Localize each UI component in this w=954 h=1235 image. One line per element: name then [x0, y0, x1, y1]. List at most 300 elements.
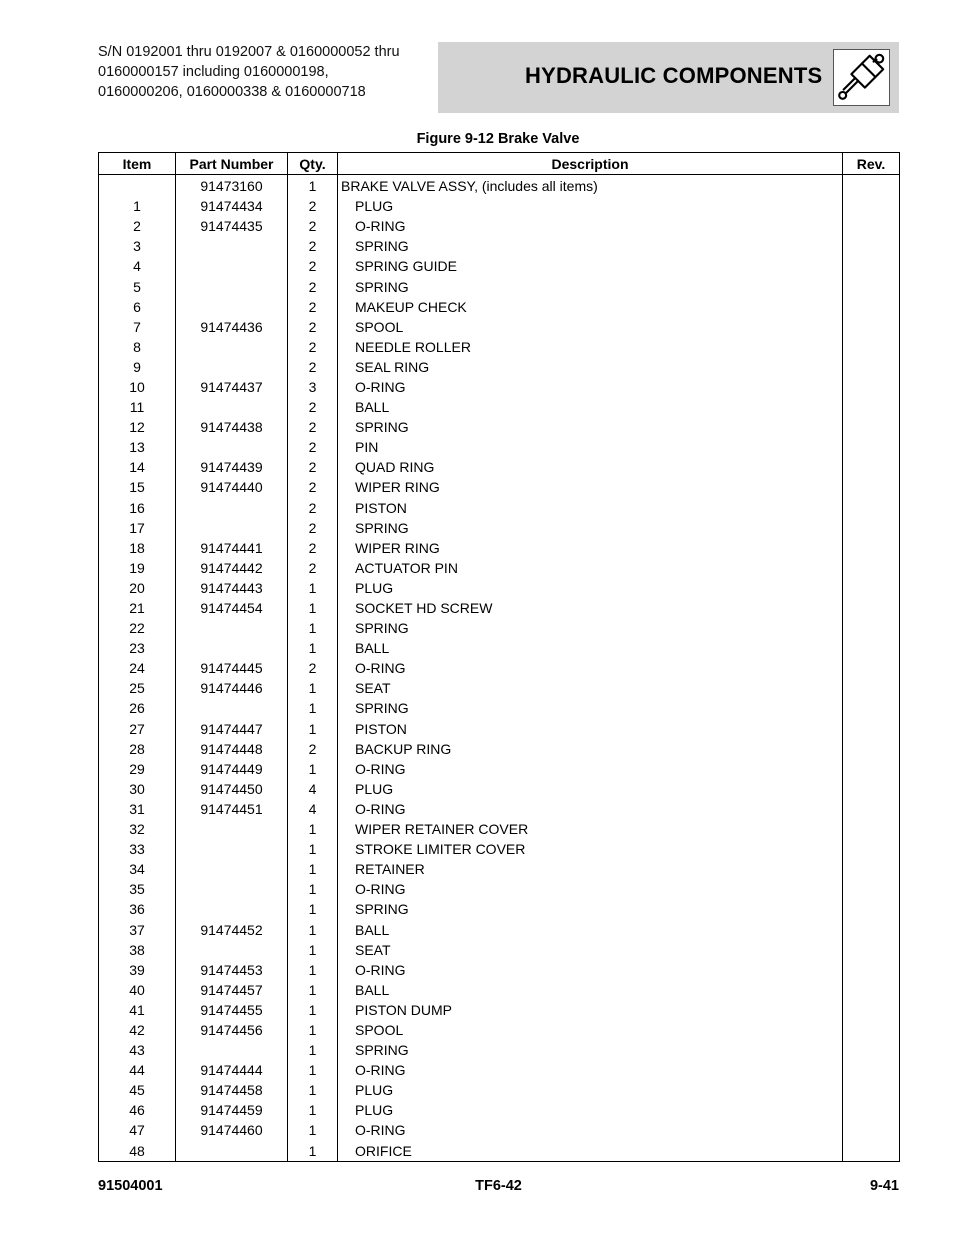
cell-part-number: 91474448 [176, 739, 288, 759]
table-header-row [99, 153, 900, 175]
table-row [99, 256, 900, 276]
cell-part-number [176, 940, 288, 960]
cell-qty: 1 [288, 819, 338, 839]
cell-item: 27 [99, 719, 176, 739]
cell-qty: 1 [288, 899, 338, 919]
cell-description: O-RING [338, 1060, 843, 1080]
cell-qty: 1 [288, 980, 338, 1000]
cell-description: WIPER RETAINER COVER [338, 819, 843, 839]
table-row [99, 940, 900, 960]
cell-description: PIN [338, 437, 843, 457]
page-number: 9-41 [869, 1178, 899, 1194]
cell-qty: 4 [288, 799, 338, 819]
serial-line: S/N 0192001 thru 0192007 & 0160000052 thru [98, 44, 400, 60]
cell-description: BALL [338, 638, 843, 658]
cell-item: 17 [99, 518, 176, 538]
cell-item: 4 [99, 256, 176, 276]
table-row [99, 477, 900, 497]
cell-rev [843, 1080, 900, 1100]
table-row [99, 276, 900, 296]
cell-item: 25 [99, 678, 176, 698]
cell-rev [843, 1040, 900, 1060]
table-row [99, 558, 900, 578]
cell-description: O-RING [338, 658, 843, 678]
cell-part-number: 91474459 [176, 1100, 288, 1120]
cell-item: 9 [99, 357, 176, 377]
cell-qty: 1 [288, 960, 338, 980]
cell-item: 33 [99, 839, 176, 859]
serial-line: 0160000206, 0160000338 & 0160000718 [98, 84, 366, 100]
table-row [99, 175, 900, 197]
cell-item: 12 [99, 417, 176, 437]
cell-item: 6 [99, 297, 176, 317]
cell-part-number: 91474436 [176, 317, 288, 337]
cell-item: 41 [99, 1000, 176, 1020]
cell-part-number: 91474446 [176, 678, 288, 698]
cell-part-number: 91474451 [176, 799, 288, 819]
cell-description: SPRING [338, 276, 843, 296]
column-header-part-number: Part Number [176, 153, 288, 175]
column-header-rev: Rev. [843, 153, 900, 175]
cell-part-number: 91473160 [176, 175, 288, 197]
cell-description: BALL [338, 397, 843, 417]
cell-qty: 1 [288, 1080, 338, 1100]
cell-part-number [176, 879, 288, 899]
cell-description: SPOOL [338, 317, 843, 337]
cell-qty: 1 [288, 1040, 338, 1060]
table-row [99, 317, 900, 337]
cell-qty: 1 [288, 919, 338, 939]
cell-item: 7 [99, 317, 176, 337]
cell-item: 47 [99, 1120, 176, 1140]
cell-rev [843, 236, 900, 256]
column-header-description: Description [338, 153, 843, 175]
cell-item: 31 [99, 799, 176, 819]
cell-description: MAKEUP CHECK [338, 297, 843, 317]
cell-part-number [176, 1040, 288, 1060]
cell-part-number [176, 638, 288, 658]
cell-description: SPRING [338, 899, 843, 919]
cell-part-number: 91474443 [176, 578, 288, 598]
cell-item: 2 [99, 216, 176, 236]
cell-description: PISTON [338, 719, 843, 739]
cell-description: RETAINER [338, 859, 843, 879]
cell-rev [843, 698, 900, 718]
table-row [99, 1020, 900, 1040]
cell-description: SPRING [338, 518, 843, 538]
cell-description: BRAKE VALVE ASSY, (includes all items) [338, 175, 843, 197]
cell-item: 5 [99, 276, 176, 296]
table-row [99, 779, 900, 799]
cell-qty: 1 [288, 678, 338, 698]
cell-qty: 1 [288, 698, 338, 718]
cell-part-number: 91474437 [176, 377, 288, 397]
cell-qty: 1 [288, 618, 338, 638]
cell-rev [843, 719, 900, 739]
cell-description: O-RING [338, 377, 843, 397]
cell-qty: 2 [288, 417, 338, 437]
cell-rev [843, 1000, 900, 1020]
cell-rev [843, 678, 900, 698]
table-row [99, 1141, 900, 1162]
cell-description: SPOOL [338, 1020, 843, 1040]
cell-item: 43 [99, 1040, 176, 1060]
table-row [99, 1040, 900, 1060]
cell-description: SPRING [338, 698, 843, 718]
section-title: HYDRAULIC COMPONENTS [525, 63, 823, 88]
table-row [99, 1060, 900, 1080]
cell-rev [843, 879, 900, 899]
table-row [99, 598, 900, 618]
cell-item: 26 [99, 698, 176, 718]
cell-part-number: 91474456 [176, 1020, 288, 1040]
cell-rev [843, 739, 900, 759]
column-header-item: Item [99, 153, 176, 175]
cell-item: 42 [99, 1020, 176, 1040]
cell-rev [843, 919, 900, 939]
cell-part-number [176, 518, 288, 538]
cell-description: SEAT [338, 940, 843, 960]
cell-item: 13 [99, 437, 176, 457]
cell-rev [843, 337, 900, 357]
cell-description: SEAT [338, 678, 843, 698]
manual-code: TF6-42 [475, 1178, 522, 1194]
cell-part-number [176, 819, 288, 839]
cell-rev [843, 578, 900, 598]
cell-qty: 1 [288, 859, 338, 879]
cell-description: SPRING GUIDE [338, 256, 843, 276]
cell-part-number [176, 297, 288, 317]
cell-qty: 2 [288, 558, 338, 578]
cell-description: WIPER RING [338, 477, 843, 497]
cell-description: ORIFICE [338, 1141, 843, 1162]
cell-item: 16 [99, 498, 176, 518]
table-row [99, 899, 900, 919]
cell-qty: 1 [288, 839, 338, 859]
cell-description: SPRING [338, 618, 843, 638]
cell-part-number: 91474439 [176, 457, 288, 477]
cell-qty: 1 [288, 940, 338, 960]
cell-part-number [176, 357, 288, 377]
cell-rev [843, 317, 900, 337]
cell-item: 32 [99, 819, 176, 839]
cell-qty: 2 [288, 477, 338, 497]
cell-qty: 2 [288, 739, 338, 759]
cell-description: O-RING [338, 799, 843, 819]
cell-description: PISTON DUMP [338, 1000, 843, 1020]
cell-item: 24 [99, 658, 176, 678]
cell-qty: 2 [288, 317, 338, 337]
table-row [99, 739, 900, 759]
cell-item: 3 [99, 236, 176, 256]
cell-rev [843, 759, 900, 779]
cell-qty: 4 [288, 779, 338, 799]
table-row [99, 1100, 900, 1120]
cell-rev [843, 377, 900, 397]
cell-part-number [176, 698, 288, 718]
cell-item: 38 [99, 940, 176, 960]
cell-item: 28 [99, 739, 176, 759]
cell-qty: 1 [288, 719, 338, 739]
cell-item: 19 [99, 558, 176, 578]
cell-rev [843, 638, 900, 658]
cell-rev [843, 477, 900, 497]
cell-rev [843, 437, 900, 457]
cell-qty: 1 [288, 598, 338, 618]
cell-rev [843, 859, 900, 879]
cell-part-number: 91474452 [176, 919, 288, 939]
table-row [99, 819, 900, 839]
table-row [99, 839, 900, 859]
cell-qty: 1 [288, 879, 338, 899]
cell-part-number: 91474440 [176, 477, 288, 497]
cell-item: 37 [99, 919, 176, 939]
cell-item: 44 [99, 1060, 176, 1080]
cell-rev [843, 1020, 900, 1040]
cell-rev [843, 256, 900, 276]
cell-part-number [176, 1141, 288, 1162]
cell-rev [843, 196, 900, 216]
table-row [99, 759, 900, 779]
cell-part-number: 91474442 [176, 558, 288, 578]
cell-description: SOCKET HD SCREW [338, 598, 843, 618]
parts-table [98, 152, 900, 1162]
cell-qty: 1 [288, 638, 338, 658]
table-row [99, 960, 900, 980]
cell-item: 22 [99, 618, 176, 638]
table-row [99, 799, 900, 819]
cell-part-number: 91474444 [176, 1060, 288, 1080]
table-row [99, 1080, 900, 1100]
cell-item: 35 [99, 879, 176, 899]
cell-part-number: 91474434 [176, 196, 288, 216]
cell-part-number: 91474450 [176, 779, 288, 799]
cell-description: SPRING [338, 417, 843, 437]
cell-item: 20 [99, 578, 176, 598]
table-row [99, 498, 900, 518]
cell-rev [843, 276, 900, 296]
cell-item: 39 [99, 960, 176, 980]
cell-qty: 1 [288, 578, 338, 598]
cell-item: 29 [99, 759, 176, 779]
cell-qty: 2 [288, 437, 338, 457]
parts-table-body [99, 175, 900, 1162]
cell-rev [843, 839, 900, 859]
cell-item: 34 [99, 859, 176, 879]
table-row [99, 196, 900, 216]
cell-item: 18 [99, 538, 176, 558]
cell-rev [843, 960, 900, 980]
table-row [99, 879, 900, 899]
page-footer [98, 1178, 899, 1198]
section-header [438, 42, 899, 113]
cell-rev [843, 799, 900, 819]
cell-item: 45 [99, 1080, 176, 1100]
cell-rev [843, 980, 900, 1000]
cell-qty: 1 [288, 1100, 338, 1120]
cell-description: ACTUATOR PIN [338, 558, 843, 578]
cell-qty: 2 [288, 196, 338, 216]
cell-description: PLUG [338, 578, 843, 598]
cell-rev [843, 357, 900, 377]
cell-rev [843, 658, 900, 678]
cell-qty: 1 [288, 1060, 338, 1080]
cell-rev [843, 940, 900, 960]
cell-rev [843, 417, 900, 437]
table-row [99, 698, 900, 718]
cell-description: PLUG [338, 1080, 843, 1100]
cell-item: 48 [99, 1141, 176, 1162]
cell-part-number [176, 839, 288, 859]
cell-qty: 1 [288, 1120, 338, 1140]
cell-description: O-RING [338, 960, 843, 980]
cell-qty: 2 [288, 658, 338, 678]
serial-line: 0160000157 including 0160000198, [98, 64, 329, 80]
cell-part-number: 91474445 [176, 658, 288, 678]
cell-qty: 2 [288, 397, 338, 417]
cell-rev [843, 899, 900, 919]
cell-part-number: 91474454 [176, 598, 288, 618]
cell-description: BALL [338, 919, 843, 939]
table-row [99, 457, 900, 477]
cell-description: PLUG [338, 1100, 843, 1120]
cell-rev [843, 457, 900, 477]
cell-rev [843, 1120, 900, 1140]
hydraulic-cylinder-icon [833, 49, 890, 106]
cell-item: 40 [99, 980, 176, 1000]
cell-qty: 2 [288, 256, 338, 276]
cell-part-number [176, 899, 288, 919]
cell-description: O-RING [338, 1120, 843, 1140]
cell-part-number [176, 498, 288, 518]
table-row [99, 417, 900, 437]
cell-item: 10 [99, 377, 176, 397]
cell-qty: 2 [288, 457, 338, 477]
cell-description: SEAL RING [338, 357, 843, 377]
cell-qty: 2 [288, 276, 338, 296]
table-row [99, 678, 900, 698]
cell-part-number [176, 618, 288, 638]
cell-description: BALL [338, 980, 843, 1000]
cell-rev [843, 598, 900, 618]
cell-part-number [176, 276, 288, 296]
cell-part-number [176, 256, 288, 276]
cell-qty: 1 [288, 759, 338, 779]
table-row [99, 437, 900, 457]
cell-qty: 2 [288, 216, 338, 236]
figure-title: Figure 9-12 Brake Valve [416, 131, 580, 147]
cell-item: 8 [99, 337, 176, 357]
cell-description: NEEDLE ROLLER [338, 337, 843, 357]
cell-qty: 2 [288, 236, 338, 256]
cell-description: STROKE LIMITER COVER [338, 839, 843, 859]
cell-part-number: 91474449 [176, 759, 288, 779]
cell-part-number: 91474435 [176, 216, 288, 236]
cell-item: 23 [99, 638, 176, 658]
table-row [99, 1120, 900, 1140]
cell-rev [843, 518, 900, 538]
cell-description: PLUG [338, 779, 843, 799]
table-row [99, 538, 900, 558]
cell-part-number [176, 397, 288, 417]
table-row [99, 337, 900, 357]
cell-qty: 2 [288, 498, 338, 518]
cell-item [99, 175, 176, 197]
cell-item: 11 [99, 397, 176, 417]
cell-description: PISTON [338, 498, 843, 518]
table-row [99, 658, 900, 678]
cell-qty: 2 [288, 297, 338, 317]
cell-item: 21 [99, 598, 176, 618]
cell-rev [843, 1141, 900, 1162]
cell-part-number [176, 859, 288, 879]
cell-item: 14 [99, 457, 176, 477]
table-row [99, 377, 900, 397]
table-row [99, 397, 900, 417]
cell-part-number: 91474447 [176, 719, 288, 739]
cell-qty: 2 [288, 337, 338, 357]
cell-description: WIPER RING [338, 538, 843, 558]
cell-description: O-RING [338, 759, 843, 779]
serial-number-range [98, 42, 433, 102]
cell-qty: 2 [288, 538, 338, 558]
cell-rev [843, 819, 900, 839]
table-row [99, 618, 900, 638]
cell-rev [843, 397, 900, 417]
cell-item: 1 [99, 196, 176, 216]
table-row [99, 578, 900, 598]
cell-qty: 1 [288, 1020, 338, 1040]
cell-part-number: 91474441 [176, 538, 288, 558]
cell-description: O-RING [338, 216, 843, 236]
cell-rev [843, 1060, 900, 1080]
cell-qty: 1 [288, 1000, 338, 1020]
table-row [99, 859, 900, 879]
table-row [99, 236, 900, 256]
cell-description: BACKUP RING [338, 739, 843, 759]
cell-qty: 2 [288, 518, 338, 538]
cell-rev [843, 498, 900, 518]
table-row [99, 518, 900, 538]
cell-description: PLUG [338, 196, 843, 216]
cell-part-number [176, 437, 288, 457]
table-row [99, 297, 900, 317]
cell-rev [843, 538, 900, 558]
table-row [99, 216, 900, 236]
cell-description: SPRING [338, 236, 843, 256]
table-row [99, 357, 900, 377]
cell-qty: 3 [288, 377, 338, 397]
cell-description: O-RING [338, 879, 843, 899]
cell-qty: 2 [288, 357, 338, 377]
cell-part-number: 91474457 [176, 980, 288, 1000]
cell-rev [843, 618, 900, 638]
cell-part-number: 91474460 [176, 1120, 288, 1140]
table-row [99, 1000, 900, 1020]
cell-rev [843, 175, 900, 197]
cell-rev [843, 216, 900, 236]
cell-description: QUAD RING [338, 457, 843, 477]
cell-rev [843, 779, 900, 799]
cell-part-number: 91474453 [176, 960, 288, 980]
column-header-qty: Qty. [288, 153, 338, 175]
document-number: 91504001 [98, 1178, 163, 1194]
cell-item: 46 [99, 1100, 176, 1120]
table-row [99, 719, 900, 739]
cell-qty: 1 [288, 175, 338, 197]
cell-qty: 1 [288, 1141, 338, 1162]
cell-rev [843, 558, 900, 578]
